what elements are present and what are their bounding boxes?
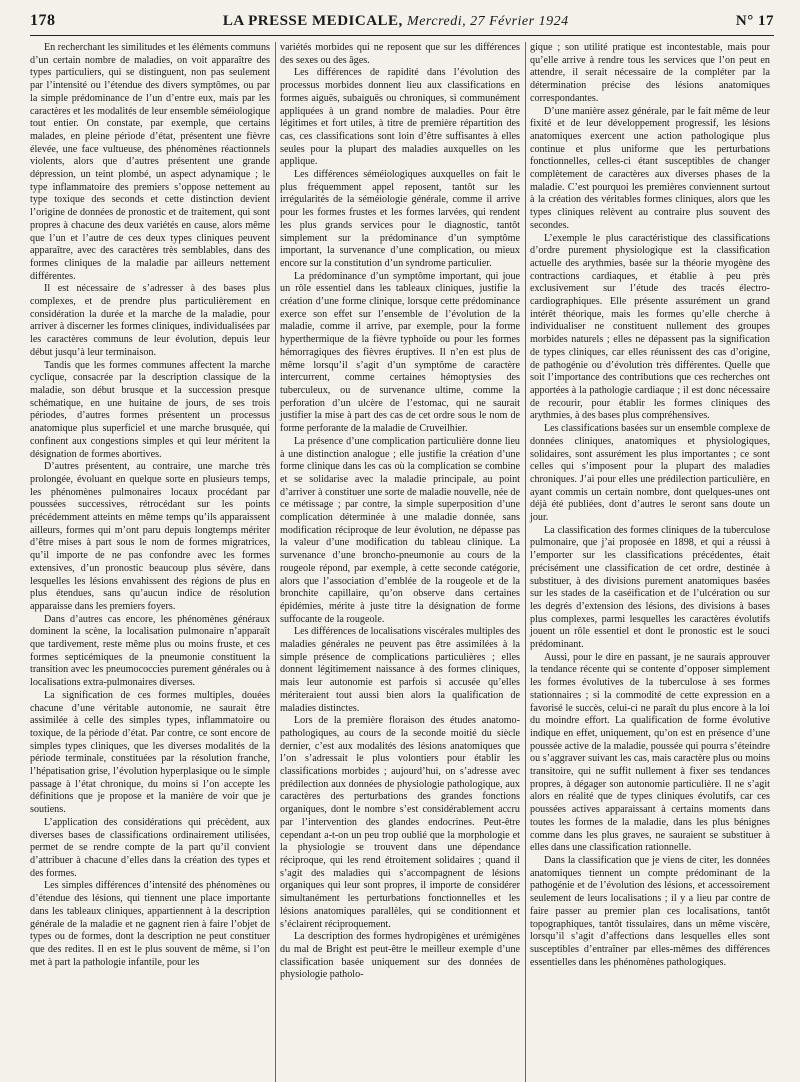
page-header [30,12,774,36]
column-1 [30,42,270,1082]
paragraph: Les simples différences d’intensité des phénomènes ou d’étendue des lésions, qui tiennent une place importante dans les tableaux cliniques, appartiennent à la description générale de la maladie et ne gagnent rien à faire l’objet de types ou de formes, dont la description ne peut constituer que des redites. Il en est le plus souvent de même, si l’on met à part la pathologie infantile, pour les [30,880,270,968]
paragraph: Il est nécessaire de s’adresser à des bases plus complexes, et de prendre plus particulièrement en considération la durée et la marche de la maladie, pour arriver à discerner les formes cliniques, individualisées par les caractères communs de leur évolution, depuis leur début jusqu’à leur terminaison. [30,283,270,358]
paragraph: Dans la classification que je viens de citer, les données anatomiques tiennent un compte prédominant de la pathogénie et de l’évolution des lésions, et accessoirement seulement de leurs localisations ; il y a lieu par contre de faire passer au premier plan ces localisations, tantôt topographiques, tantôt tissulaires, dans un même viscère, lorsqu’il s’agit d’affections dans lesquelles elles sont susceptibles d’entraîner par elles-mêmes des différences essentielles dans les phénomènes pathologiques. [530,855,770,968]
paragraph: variétés morbides qui ne reposent que sur les différences des sexes ou des âges. [280,42,520,66]
paragraph: Tandis que les formes communes affectent la marche cyclique, consacrée par la description classique de la maladie, son début brusque et la succession presque schématique, en une huitaine de jours, de ses trois périodes, d’autres formes présentent un processus anatomique plus superficiel et une marche brusquée, qui confinent aux congestions simples et qui leur méritent la désignation de formes abortives. [30,359,270,460]
paragraph: En recherchant les similitudes et les éléments communs d’un certain nombre de maladies, on voit apparaître des types particuliers, qui se distinguent, non pas seulement par l’intensité ou l’étendue des divers symptômes, ou par la simple prédominance de l’un d’entre eux, mais par les caractères et les modalités de leur ensemble séméiologique tout entier. On constate, par exemple, que certains malades, en pleine période d’état, présentent une fièvre élevée, une face vultueuse, des phénomènes réactionnels violents, alors que d’autres présentent une grande dépression, un teint plombé, un aspect adynamique ; le type inflammatoire des premiers s’oppose nettement au type toxique des seconds et cette distinction devient l’origine de données de pronostic et de traitement, qui sont propres à chacune des deux variétés en cause, alors même que l’un et l’autre de ces deux types cliniques peuvent apparaître, avec des caractères très semblables, dans des formes cliniques de la maladie par ailleurs nettement différentes. [30,42,270,282]
paragraph: gique ; son utilité pratique est incontestable, mais pour qu’elle arrive à rendre tous les services que l’on peut en attendre, il serait nécessaire de la compléter par la détermination précise des lésions anatomiques correspondantes. [530,42,770,104]
paragraph: Les différences de rapidité dans l’évolution des processus morbides donnent lieu aux classifications en formes aiguës, subaiguës ou chroniques, si communément appliquées à un grand nombre de maladies. Pour être légitimes et fort utiles, à titre de première répartition des cas, ces classifications sont loin d’être suffisantes à elles seules pour la plupart des maladies auxquelles on les applique. [280,67,520,168]
issue-date: Mercredi, 27 Février 1924 [407,14,569,29]
article-columns [30,42,774,1082]
paragraph: Lors de la première floraison des études anatomo-pathologiques, au cours de la seconde moitié du siècle dernier, c’est aux modalités des lésions anatomiques que l’on s’adressait le plus volontiers pour établir les classifications morbides ; aujourd’hui, on s’adresse avec prédilection aux données de physiologie pathologique, aux caractères des perturbations des grandes fonctions organiques, dont le nombre s’est considérablement accru par l’intervention des glandes endocrines. Peut-être cependant a-t-on un peu trop oublié que la morphologie et la physiologie se trouvent dans une dépendance réciproque, qui les rend étroitement solidaires ; quand il s’agit des maladies qui s’accompagnent de lésions organiques qui leur sont propres, il importe de considérer simultanément les perturbations fonctionnelles et les lésions anatomiques parallèles, qui se conditionnent et s’éclairent réciproquement. [280,715,520,930]
paragraph: La prédominance d’un symptôme important, qui joue un rôle essentiel dans les tableaux cliniques, justifie la création d’une forme clinique, lorsque cette prédominance exerce son effet sur l’ensemble de l’évolution de la maladie, comme il arrive, par exemple, pour la forme hyperthermique de la fièvre typhoïde ou pour les formes hémorragiques des fièvres éruptives. Il n’en est plus de même lorsqu’il s’agit d’un symptôme de caractère intercurrent, comme certaines hémoptysies des tuberculeux, ou de survenance ultime, comme la perforation d’un ulcère de l’estomac, qui ne saurait justifier la mise à part des cas de cet ordre sous le nom de forme perforante de la maladie de Cruveilhier. [280,270,520,435]
paragraph: Les différences de localisations viscérales multiples des maladies générales ne peuvent pas être assimilées à la simple présence de complications particulières ; elles donnent légitimement naissance à des formes cliniques, mais leur autonomie est parfois si accusée qu’elles mériteraient tout aussi bien alors la qualification de maladies distinctes. [280,626,520,714]
paragraph: La classification des formes cliniques de la tuberculose pulmonaire, que j’ai proposée en 1898, et qui a réussi à l’emporter sur les classifications précédentes, était précisément une classification de cet ordre, destinée à substituer, à des divisions purement anatomiques basées sur les stades de la caséification et de l’ulcération ou sur les degrés d’extension des lésions, des divisions à bases plus complexes, parmi lesquelles les caractères évolutifs jouent un rôle essentiel et dont le pronostic est le souci prédominant. [530,524,770,651]
paragraph: Les différences séméiologiques auxquelles on fait le plus fréquemment appel reposent, tantôt sur les irrégularités de la séméiologie générale, comme il arrive pour les formes frustes et les formes larvées, qui rendent les plus grands services pour le diagnostic, tantôt simplement sur la prédominance d’un symptôme important, la survenance d’une complication, ou mieux encore sur la constitution d’un syndrome particulier. [280,169,520,269]
paragraph: Dans d’autres cas encore, les phénomènes généraux dominent la scène, la localisation pulmonaire n’apparaît que tardivement, reste même plus ou moins fruste, et ces formes septicémiques de la pneumonie constituent la transition avec les pneumococcies purement générales ou à localisations extra-pulmonaires diverses. [30,613,270,689]
paragraph: La description des formes hydropigènes et urémigènes du mal de Bright est peut-être le meilleur exemple d’une classification basée uniquement sur des données de physiologie patholo- [280,931,520,981]
paragraph: L’application des considérations qui précèdent, aux diverses bases de classifications ordinairement utilisées, permet de se rendre compte de la part qu’il convient d’attribuer à chacune d’elles dans la création des types et des formes. [30,816,270,879]
column-2 [280,42,520,1082]
journal-name: LA PRESSE MEDICALE, [222,13,403,29]
paragraph: L’exemple le plus caractéristique des classifications d’ordre purement physiologique est la classification actuelle des arythmies, basée sur la théorie myogène des contractions cardiaques, et établie à peu près exclusivement sur l’étude des tracés électro-cardiographiques. Elle présente assurément un grand intérêt théorique, mais les formes qu’elle cherche à individualiser ne constituent nullement des groupes morbides naturels ; elles ne dépassent pas la signification de types cliniques, car elles réunissent des cas d’origine, de pathogénie ou d’évolution très différentes. Quelle que soit l’importance des contributions que ces recherches ont apportées à la pathologie cardiaque ; il est donc nécessaire de recourir, pour établir les formes cliniques des arythmies, à des bases plus compréhensives. [530,232,770,422]
paragraph: La signification de ces formes multiples, douées chacune d’une véritable autonomie, ne saurait être assimilée à celle des simples types, inflammatoire ou toxique, de la période d’état. Par contre, ce sont encore de simples types cliniques, que les diverses modalités de la période terminale, constituées par la résolution franche, l’hépatisation grise, l’évolution hyperplasique ou le simple passage à l’état chronique, du moins si l’on accepte les définitions que je propose et la manière de voir que je soutiens. [30,689,270,816]
journal-title [223,13,569,30]
paragraph: Les classifications basées sur un ensemble complexe de données cliniques, anatomiques et physiologiques, solidaires, sont assurément les plus importantes ; ce sont celles qui s’imposent pour la plupart des maladies chroniques. J’ai pour elles une prédilection particulière, en ayant commis un certain nombre, dont quelques-unes ont déjà été publiées, dont d’autres le seront sans doute un jour. [530,423,770,524]
paragraph: D’autres présentent, au contraire, une marche très prolongée, évoluant en quelque sorte en plusieurs temps, les phénomènes pulmonaires locaux procédant par poussées successives, rétrocédant sur les points précédemment atteints en même temps qu’ils apparaissent ailleurs, formes qui m’ont paru depuis longtemps mériter d’être mises à part sous le nom de formes migratrices, qu’il importe de ne pas confondre avec les formes extensives, d’un pronostic beaucoup plus sévère, dans lesquelles les lésions envahissent des régions de plus en plus étendues, sans qu’aucun indice de résolution apparaisse dans les premiers foyers. [30,461,270,612]
paragraph: Aussi, pour le dire en passant, je ne saurais approuver la tendance récente qui se contente d’opposer simplement les formes évolutives de la tuberculose à ses formes stationnaires ; si la commodité de cette expression en a favorisé le succès, celui-ci ne paraît du plus encore à la loi du moindre effort. La qualification de forme évolutive indique en effet, uniquement, qu’on est en présence d’une poussée active de la maladie, poussée qui pourra s’éteindre ou s’aggraver suivant les cas, mais caractère plus ou moins transitoire, qui ne suffit nullement à fixer ses tendances propres, à dégager son autonomie particulière. Il ne s’agit alors en réalité que de types cliniques évolutifs, car ces poussées actives apparaissant à certains moments dans toutes les formes de la maladie, dans les plus bénignes comme dans les plus graves, ne sauraient se substituer à elles dans une classification rationnelle. [530,651,770,854]
column-3 [530,42,770,1082]
paragraph: La présence d’une complication particulière donne lieu à une distinction analogue ; elle justifie la création d’une forme clinique dans les cas où la complication se combine et se solidarise avec la maladie principale, au point d’arriver à constituer une sorte de maladie nouvelle, née de ce métissage ; par contre, la simple superposition d’une complication déterminée à une maladie donnée, sans modification réciproque de leur évolution, ne dépasse pas la valeur d’une modification du tableau clinique. La survenance d’une broncho-pneumonie au cours de la rougeole répond, par exemple, à cette seconde catégorie, alors que l’association d’emblée de la rougeole et de la bronchite capillaire, qu’on observe dans certaines épidémies, mérite à juste titre la désignation de forme suffocante de la rougeole. [280,435,520,625]
page-number: 178 [30,12,56,29]
paragraph: D’une manière assez générale, par le fait même de leur fixité et de leur développement progressif, les lésions anatomiques exercent une action pathologique plus continue et plus uniforme que les perturbations fonctionnelles, celles-ci étant susceptibles de changer complètement de caractères aux diverses phases de la maladie. C’est pourquoi les premières conviennent surtout à la création des véritables formes cliniques, alors que les types cliniques relèvent au contraire plus souvent des secondes. [530,105,770,231]
issue-number: N° 17 [735,13,774,29]
